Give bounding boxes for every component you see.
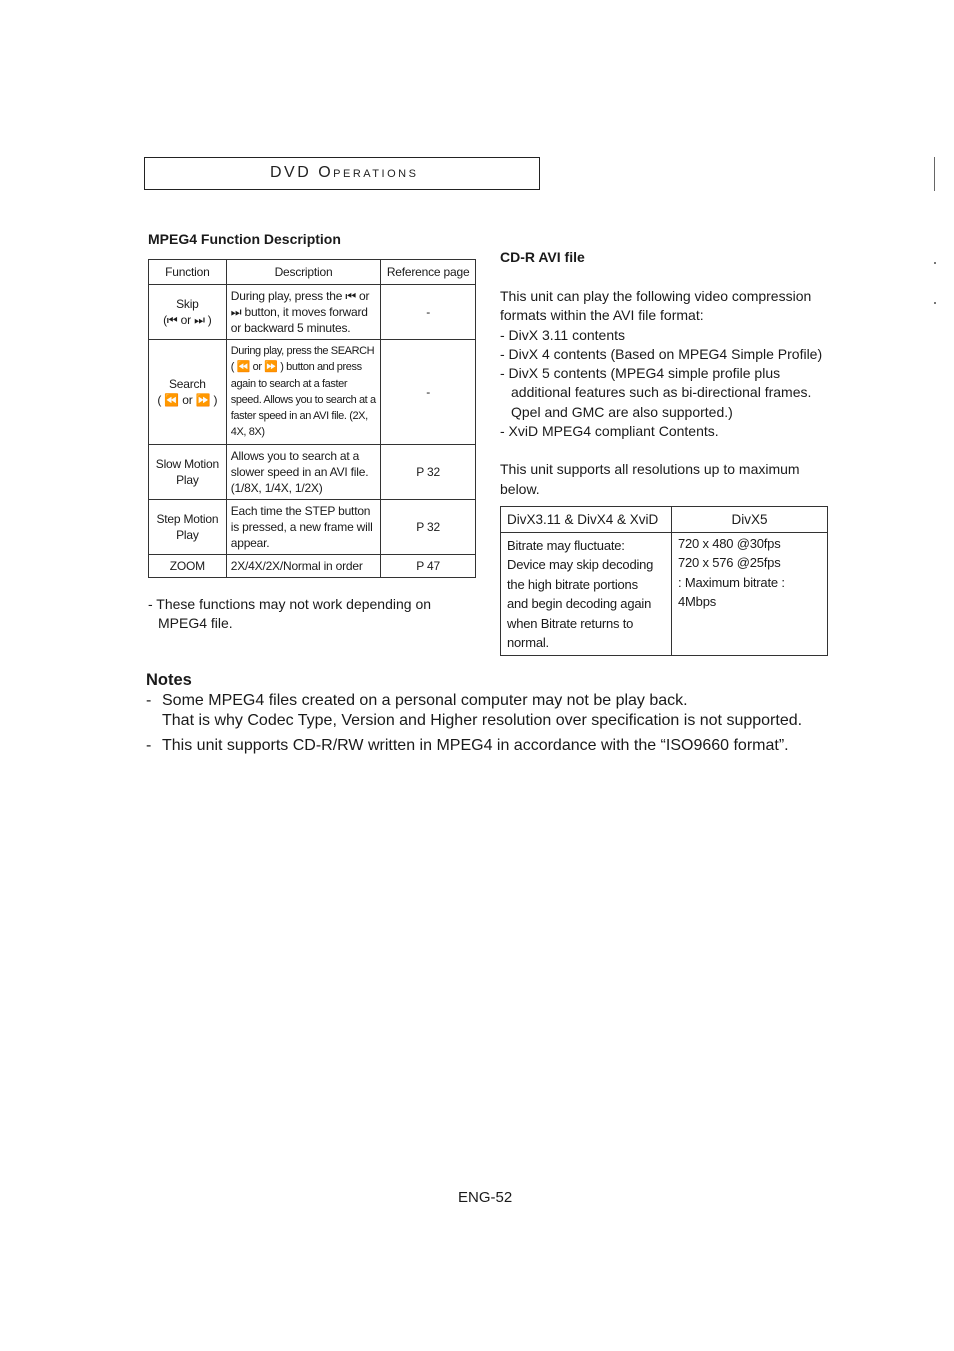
cell-line: the high bitrate portions <box>507 576 638 592</box>
description-cell: During play, press the ⏮ or ⏭ button, it moves forward or backward 5 minutes. <box>226 285 381 340</box>
function-name: Step Motion <box>156 511 219 526</box>
function-sub: Play <box>176 527 199 542</box>
cell-line: 720 x 576 @25fps <box>678 555 781 571</box>
format-item: - DivX 4 contents (Based on MPEG4 Simple Profile) <box>500 345 823 362</box>
format-item: Qpel and GMC are also supported.) <box>511 403 733 420</box>
margin-mark <box>934 302 936 304</box>
column-header-reference: Reference page <box>381 260 476 285</box>
format-item: - DivX 3.11 contents <box>500 326 626 343</box>
cdr-intro: This unit can play the following video compression formats within the AVI file format: <box>500 288 812 324</box>
table-row <box>501 533 828 656</box>
format-item: - XviD MPEG4 compliant Contents. <box>500 423 719 440</box>
cell-line: normal. <box>507 635 549 651</box>
notes-list <box>146 691 846 756</box>
mpeg4-section-title: MPEG4 Function Description <box>148 231 341 247</box>
note-dash: - <box>146 692 152 709</box>
cell-line: 720 x 480 @30fps <box>678 536 781 551</box>
divx3-cell <box>501 533 672 656</box>
function-cell <box>149 554 227 577</box>
note-dash: - <box>146 737 152 754</box>
table-row <box>149 554 476 577</box>
cell-line: when Bitrate returns to <box>507 615 634 631</box>
cell-line: and begin decoding again <box>507 596 652 612</box>
column-header-function: Function <box>149 260 227 285</box>
description-cell: Each time the STEP button is pressed, a new frame will appear. <box>226 499 381 554</box>
page-number: ENG-52 <box>458 1189 513 1206</box>
section-header-box <box>144 157 540 190</box>
format-item: - DivX 5 contents (MPEG4 simple profile plus <box>500 365 781 382</box>
note-line: This unit supports CD-R/RW written in MPEG4 in accordance with the “ISO9660 format”. <box>162 737 789 754</box>
note-line: Some MPEG4 files created on a personal computer may not be play back. <box>162 692 688 709</box>
reference-cell: P 32 <box>381 444 476 499</box>
column-header-divx3: DivX3.11 & DivX4 & XviD <box>501 507 672 533</box>
margin-mark <box>934 262 936 264</box>
resolution-table <box>500 506 828 656</box>
mpeg4-note-line: - These functions may not work depending on <box>148 596 432 612</box>
function-cell <box>149 499 227 554</box>
column-header-divx5: DivX5 <box>672 507 828 533</box>
note-item <box>146 691 846 730</box>
cell-line: : Maximum bitrate : 4Mbps <box>678 574 785 610</box>
function-sub: (⏮ or ⏭ ) <box>163 313 212 327</box>
divx5-cell <box>672 533 828 656</box>
function-cell <box>149 285 227 340</box>
table-row <box>149 444 476 499</box>
table-row <box>149 499 476 554</box>
function-name: Slow Motion <box>155 456 219 471</box>
table-row <box>149 340 476 445</box>
function-name: Skip <box>176 297 199 311</box>
function-sub: Play <box>176 472 199 487</box>
cell-line: Device may skip decoding <box>507 557 654 573</box>
reference-cell: P 47 <box>381 554 476 577</box>
cdr-description <box>500 287 830 499</box>
table-header-row <box>501 507 828 533</box>
function-cell <box>149 340 227 445</box>
note-line: That is why Codec Type, Version and Higher resolution over specification is not supported. <box>162 711 803 729</box>
mpeg4-function-table <box>148 259 476 578</box>
table-row <box>149 285 476 340</box>
function-sub: ( ⏪ or ⏩ ) <box>157 392 218 407</box>
mpeg4-note <box>148 595 468 633</box>
reference-cell: - <box>381 285 476 340</box>
mpeg4-note-line: MPEG4 file. <box>158 615 233 631</box>
function-cell <box>149 444 227 499</box>
notes-title: Notes <box>146 671 192 689</box>
note-item <box>146 736 846 756</box>
description-cell: 2X/4X/2X/Normal in order <box>226 554 381 577</box>
reference-cell: P 32 <box>381 499 476 554</box>
function-name: ZOOM <box>169 558 205 573</box>
section-title: DVD Operations <box>270 164 419 181</box>
description-cell: Allows you to search at a slower speed in an AVI file. (1/8X, 1/4X, 1/2X) <box>226 444 381 499</box>
function-name: Search <box>168 376 206 391</box>
reference-cell: - <box>381 340 476 445</box>
column-header-description: Description <box>226 260 381 285</box>
cdr-section-title: CD-R AVI file <box>500 249 585 265</box>
cell-line: Bitrate may fluctuate: <box>507 538 625 553</box>
format-item: additional features such as bi-directional frames. <box>511 384 812 401</box>
table-header-row <box>149 260 476 285</box>
resolution-text: This unit supports all resolutions up to maximum below. <box>500 461 800 497</box>
margin-rule <box>934 157 935 191</box>
description-cell: During play, press the SEARCH ( ⏪ or ⏩ ) button and press again to search at a faster speed. Allows you to search at a faster speed in an AVI file. (2X, 4X, 8X) <box>226 340 381 445</box>
